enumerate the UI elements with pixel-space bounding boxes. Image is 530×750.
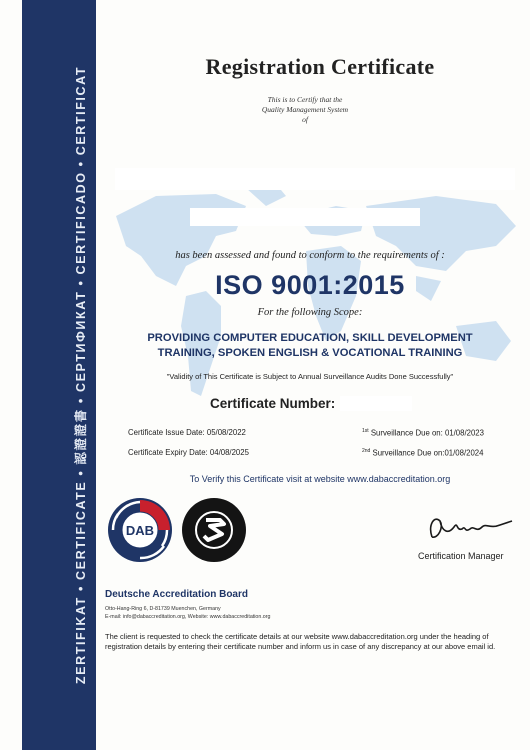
expiry-date: Certificate Expiry Date: 04/08/2025 <box>128 448 249 457</box>
redacted-organization-name <box>115 168 515 190</box>
issuer-name: Deutsche Accreditation Board <box>105 589 248 600</box>
scope-text <box>110 331 510 361</box>
surveillance-1 <box>362 428 484 438</box>
accreditation-mark-logo <box>180 496 248 564</box>
issuer-contact: E-mail: info@dabaccreditation.org, Website: www.dabaccreditation.org <box>105 614 271 620</box>
intro-line-2: Quality Management System <box>261 105 349 114</box>
sidebar-text: ZERTIFIKAT • CERTIFICATE • 認證證書 • СЕРТИФИКАТ • CERTIFICADO • CERTIFICAT <box>74 65 88 685</box>
surveillance-2-text: Surveillance Due on:01/08/2024 <box>370 448 484 458</box>
sidebar-band <box>22 0 96 750</box>
scope-line-1: PROVIDING COMPUTER EDUCATION, SKILL DEVELOPMENT <box>147 332 473 344</box>
redacted-organization-address <box>190 208 420 226</box>
issue-date: Certificate Issue Date: 05/08/2022 <box>128 428 246 437</box>
validity-note: "Validity of This Certificate is Subject to Annual Surveillance Audits Done Successfully" <box>166 372 454 381</box>
redacted-certificate-number <box>340 396 412 411</box>
surveillance-2-ordinal: 2nd <box>362 448 371 454</box>
certificate-number-label: Certificate Number: <box>210 396 336 411</box>
verify-note: To Verify this Certificate visit at website www.dabaccreditation.org <box>189 474 451 484</box>
iso-standard: ISO 9001:2015 <box>215 270 405 300</box>
issuer-address: Otto-Hang-Ring 6, D-81739 Muenchen, Germany <box>105 606 221 612</box>
surveillance-2 <box>362 448 483 458</box>
dab-logo-text: DAB <box>125 523 155 538</box>
surveillance-1-ordinal: 1st <box>362 428 369 434</box>
certificate-title: Registration Certificate <box>205 54 435 79</box>
footer-note: The client is requested to check the certificate details at our website www.dabaccreditation.org under the heading of registration details by entering their certificate number and inform us in case of any discrepancy at our above email id. <box>105 632 496 651</box>
intro-line-1: This is to Certify that the <box>267 95 343 104</box>
surveillance-1-text: Surveillance Due on: 01/08/2023 <box>368 428 484 438</box>
signature-label: Certification Manager <box>418 551 504 561</box>
scope-label: For the following Scope: <box>257 307 363 318</box>
scope-line-2: TRAINING, SPOKEN ENGLISH & VOCATIONAL TRAINING <box>157 347 463 359</box>
dab-logo <box>106 496 174 564</box>
signature-mark <box>420 507 520 545</box>
conformity-statement: has been assessed and found to conform to the requirements of : <box>175 250 445 261</box>
intro-line-3: of <box>302 115 308 124</box>
